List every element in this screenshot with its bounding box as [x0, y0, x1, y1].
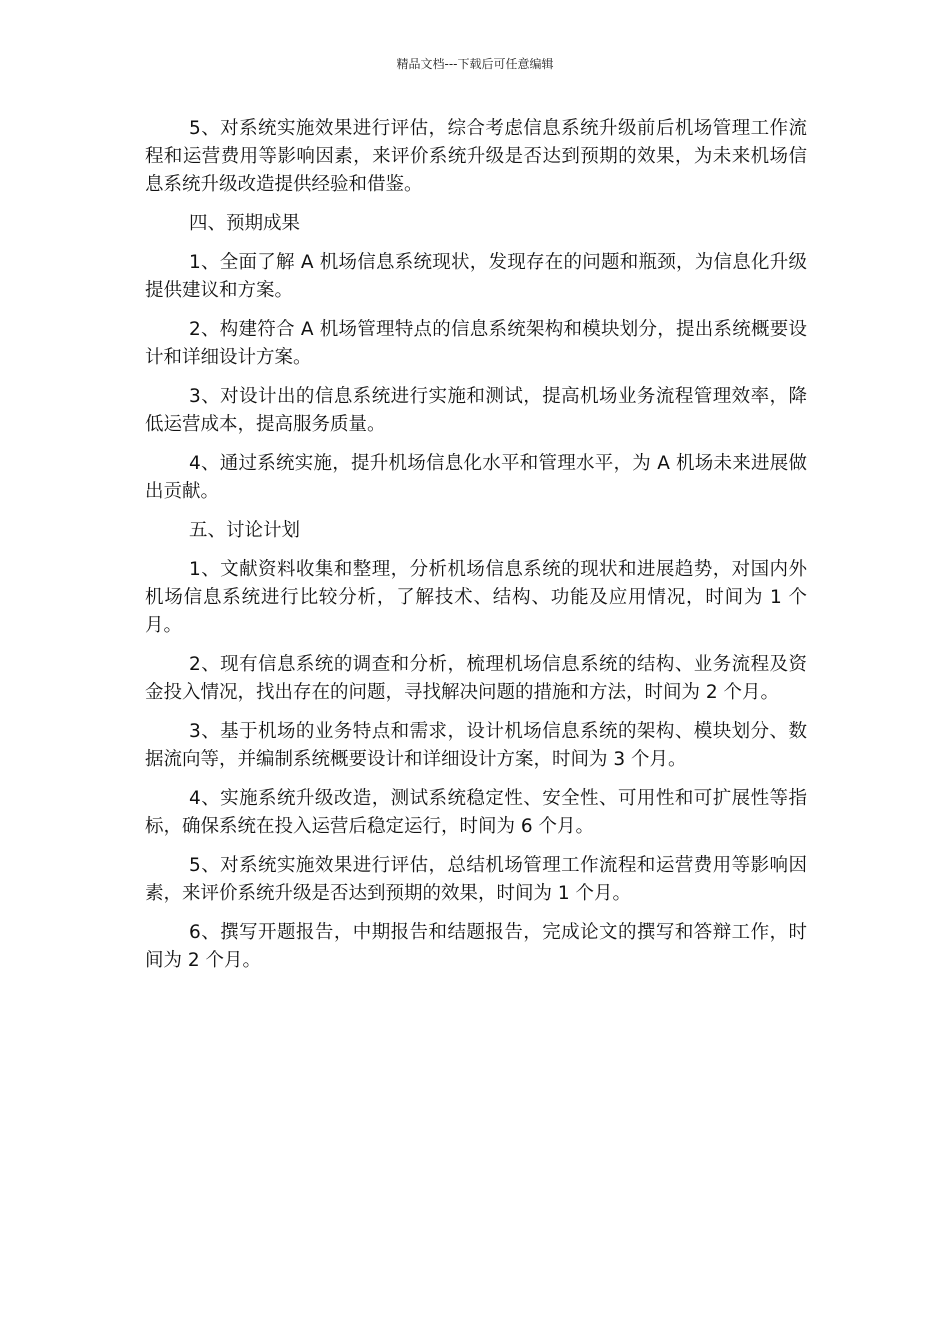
paragraph-result-2: 2、构建符合 A 机场管理特点的信息系统架构和模块划分，提出系统概要设计和详细设计方案。 [145, 319, 807, 368]
page-header-watermark: 精品文档---下载后可任意编辑 [396, 57, 554, 71]
paragraph-plan-6: 6、撰写开题报告，中期报告和结题报告，完成论文的撰写和答辩工作，时间为 2 个月。 [145, 922, 807, 971]
paragraph-result-3: 3、对设计出的信息系统进行实施和测试，提高机场业务流程管理效率，降低运营成本，提高服务质量。 [145, 386, 807, 435]
paragraph-plan-2: 2、现有信息系统的调查和分析，梳理机场信息系统的结构、业务流程及资金投入情况，找出存在的问题，寻找解决问题的措施和方法，时间为 2 个月。 [145, 654, 807, 703]
section-heading-research-plan: 五、讨论计划 [189, 520, 301, 541]
paragraph-result-1: 1、全面了解 A 机场信息系统现状，发现存在的问题和瓶颈，为信息化升级提供建议和方案。 [145, 252, 807, 301]
paragraph-evaluation: 5、对系统实施效果进行评估，综合考虑信息系统升级前后机场管理工作流程和运营费用等影响因素，来评价系统升级是否达到预期的效果，为未来机场信息系统升级改造提供经验和借鉴。 [145, 118, 807, 195]
document-body [145, 115, 807, 986]
section-heading-expected-results: 四、预期成果 [189, 213, 301, 234]
paragraph-plan-3: 3、基于机场的业务特点和需求，设计机场信息系统的架构、模块划分、数据流向等，并编制系统概要设计和详细设计方案，时间为 3 个月。 [145, 721, 807, 770]
paragraph-plan-4: 4、实施系统升级改造，测试系统稳定性、安全性、可用性和可扩展性等指标，确保系统在投入运营后稳定运行，时间为 6 个月。 [145, 788, 807, 837]
paragraph-result-4: 4、通过系统实施，提升机场信息化水平和管理水平，为 A 机场未来进展做出贡献。 [145, 453, 807, 502]
paragraph-plan-1: 1、文献资料收集和整理，分析机场信息系统的现状和进展趋势，对国内外机场信息系统进行比较分析，了解技术、结构、功能及应用情况，时间为 1 个月。 [145, 559, 807, 636]
paragraph-plan-5: 5、对系统实施效果进行评估，总结机场管理工作流程和运营费用等影响因素，来评价系统升级是否达到预期的效果，时间为 1 个月。 [145, 855, 807, 904]
